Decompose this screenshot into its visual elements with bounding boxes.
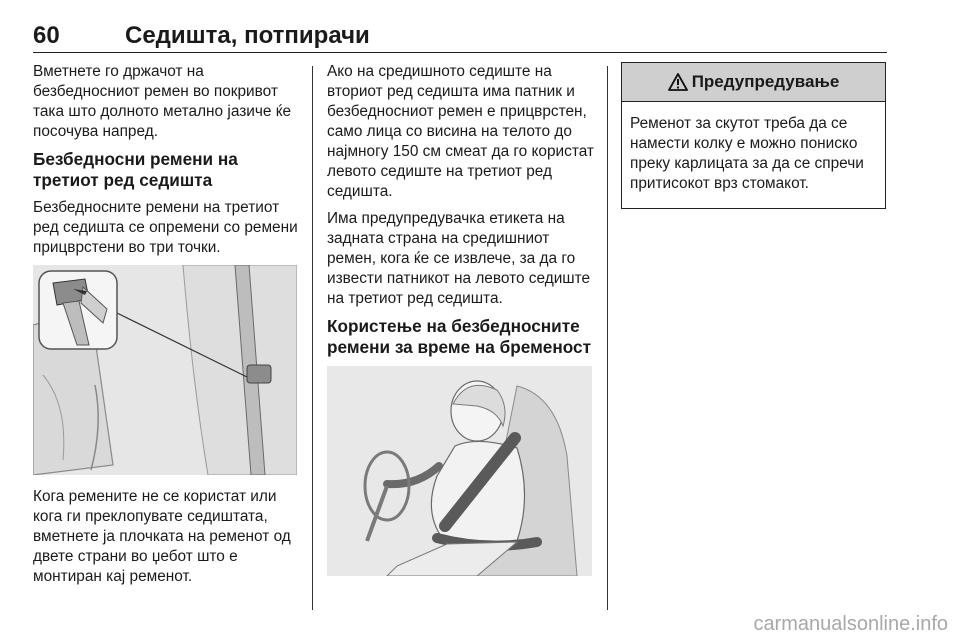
chapter-title: Седишта, потпирачи: [125, 22, 370, 49]
pregnancy-seatbelt-illustration: [327, 366, 592, 576]
section-heading-third-row: Безбедносни ремени на третиот ред седишта: [33, 149, 238, 190]
middle-seat-paragraph: Ако на средишното седиште на вториот ред седишта има патник и безбедносниот ремен е прицврстен, само лица со висина на телото до најмногу 150 см смеат да го користат левото седиште на третиот ред седишта.: [327, 63, 594, 200]
column-right: [621, 62, 887, 209]
section-heading-pregnancy: Користење на безбедносните ремени за време на бременост: [327, 316, 591, 357]
column-divider: [312, 66, 313, 610]
warning-header: [622, 63, 885, 102]
column-divider: [607, 66, 608, 610]
watermark: carmanualsonline.info: [753, 613, 948, 635]
warning-title: Предупредување: [691, 72, 840, 91]
stowing-paragraph: Кога ремените не се користат или кога ги преклопувате седиштата, вметнете ја плочката на ременот од двете страни во џебот што е монтиран кај ременот.: [33, 488, 291, 585]
third-row-paragraph: Безбедносните ремени на третиот ред седишта се опремени со ремени прицврстени во три точки.: [33, 199, 298, 256]
warning-triangle-icon: [668, 73, 688, 91]
column-middle: [327, 62, 595, 588]
warning-label-paragraph: Има предупредувачка етикета на задната страна на средишниот ремен, кога ќе се извлече, за да го извести патникот на левото седиште на третиот ред седишта.: [327, 210, 591, 307]
warning-box: [621, 62, 886, 209]
page-header: [33, 18, 887, 53]
intro-paragraph: Вметнете го држачот на безбедносниот ремен во покривот така што долното метално јазиче ќе посочува напред.: [33, 63, 292, 140]
warning-text: Ременот за скутот треба да се намести колку е можно пониско преку карлицата за да се спречи притисокот врз стомакот.: [630, 115, 864, 192]
page-number: 60: [33, 22, 60, 49]
column-left: [33, 62, 301, 594]
seatbelt-pocket-illustration: [33, 265, 297, 475]
